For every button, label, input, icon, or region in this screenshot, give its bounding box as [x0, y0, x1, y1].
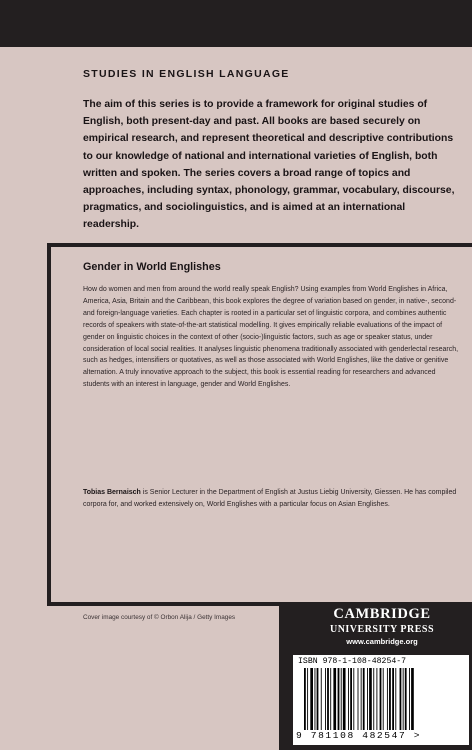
barcode-bar [389, 668, 391, 730]
barcode-bar [330, 668, 331, 730]
barcode-bar [350, 668, 352, 730]
barcode-bar [315, 668, 316, 730]
barcode-bar [338, 668, 340, 730]
barcode-bar [325, 668, 326, 730]
barcode-bar [400, 668, 402, 730]
barcode-bar [409, 668, 410, 730]
barcode-bar [304, 668, 306, 730]
book-blurb: How do women and men from around the world really speak English? Using examples from World Englishes in Africa, America, Asia, Britain and the Caribbean, this book explores the degree of variation based on gender, in native-, second- and foreign-language varieties. Each chapter is rooted in a particular set of linguistic corpora, and combines authentic records of speakers with state-of-the-art statistical modelling. It gives empirically reliable evaluations of the impact of gender on linguistic choices in the context of other (socio-)linguistic factors, such as age or speaker status, under consideration of local social realities. It analyses linguistic phenomena traditionally associated with genderlectal research, such as hedges, intensifiers or quotatives, as well as those associated with World Englishes, like the dative or genitive alternation. A truly innovative approach to the subject, this book is essential reading for researchers and advanced students with an interest in language, gender and World Englishes. [83, 286, 459, 389]
series-title: STUDIES IN ENGLISH LANGUAGE [83, 68, 290, 80]
barcode-bar [343, 668, 346, 730]
barcode-icon [304, 668, 462, 730]
cover-credit: Cover image courtesy of © Orbon Alija / Getty Images [83, 614, 236, 621]
barcode-bar [327, 668, 329, 730]
barcode-bar [321, 668, 322, 730]
barcode-bar [367, 668, 368, 730]
publisher-press: UNIVERSITY PRESS [329, 624, 435, 635]
author-bio-text: is Senior Lecturer in the Department of English at Justus Liebig University, Giessen. He has compiled corpora for, and worked extensively on, World Englishes with a particular focus on Asian Englishes. [83, 489, 457, 508]
book-title: Gender in World Englishes [83, 261, 221, 273]
top-color-band [0, 0, 472, 47]
barcode-bar [403, 668, 404, 730]
barcode-bar [341, 668, 342, 730]
isbn-label: ISBN 978-1-108-48254-7 [298, 657, 407, 666]
author-bio [83, 487, 461, 511]
barcode-bar [405, 668, 407, 730]
barcode-bar [392, 668, 394, 730]
barcode-bar [376, 668, 377, 730]
barcode-bar [395, 668, 396, 730]
barcode-bar [363, 668, 365, 730]
publisher-logo-name: CAMBRIDGE [333, 606, 431, 622]
barcode-bar [310, 668, 313, 730]
barcode-bar [380, 668, 382, 730]
series-description: The aim of this series is to provide a framework for original studies of English, both present-day and past. All books are based securely on empirical research, and represent theoretical and descriptive contributions to our knowledge of national and international varieties of English, both written and spoken. The series covers a broad range of topics and approaches, including syntax, phonology, grammar, vocabulary, discourse, pragmatics, and sociolinguistics, and is aimed at an international readership. [83, 99, 455, 231]
barcode-bar [353, 668, 354, 730]
publisher-url: www.cambridge.org [346, 637, 418, 646]
barcode-bar [333, 668, 336, 730]
barcode-bar [307, 668, 308, 730]
barcode-bar [387, 668, 388, 730]
barcode-bar [369, 668, 372, 730]
barcode-bar [373, 668, 374, 730]
barcode-bar [361, 668, 362, 730]
barcode-bar [383, 668, 384, 730]
barcode-bar [411, 668, 414, 730]
author-name: Tobias Bernaisch [83, 489, 141, 496]
barcode-bar [317, 668, 319, 730]
barcode-digits: 9 781108 482547 > [296, 730, 422, 741]
barcode-bar [348, 668, 349, 730]
barcode-bar [358, 668, 359, 730]
